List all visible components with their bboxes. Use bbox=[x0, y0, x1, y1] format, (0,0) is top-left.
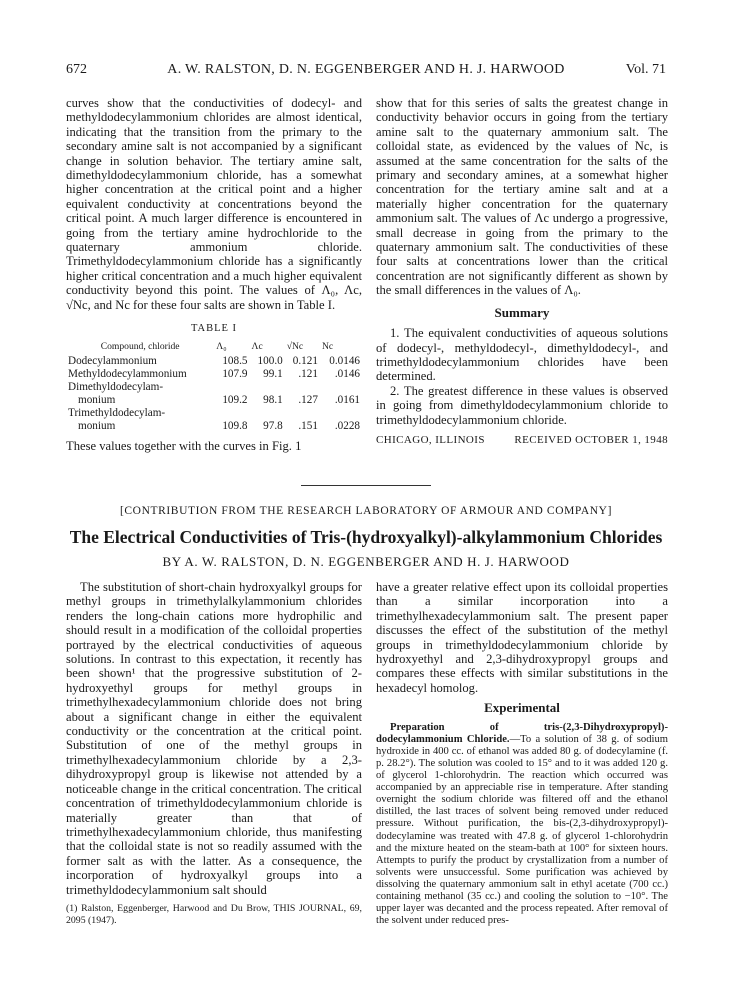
table-row bbox=[66, 368, 362, 381]
lambdac-value: 99.1 bbox=[263, 367, 283, 380]
signature-line bbox=[376, 433, 668, 447]
nc-value: 0.0146 bbox=[329, 354, 360, 367]
compound-name-cont: monium bbox=[78, 393, 116, 406]
sqrt-nc-value: .121 bbox=[298, 367, 318, 380]
summary-item-2: 2. The greatest difference in these values is observed in going from dimethyldodecylammonium chloride to trimethyldodecylammonium chloride. bbox=[376, 383, 668, 427]
lambda0-value: 107.9 bbox=[222, 367, 248, 380]
article-title: The Electrical Conductivities of Tris-(hydroxyalkyl)-alkylammonium Chlorides bbox=[69, 527, 663, 547]
table-row bbox=[66, 394, 362, 407]
table-row-name-line bbox=[66, 407, 362, 420]
compound-name: Methyldodecylammonium bbox=[68, 367, 187, 380]
summary-heading: Summary bbox=[494, 304, 550, 320]
lambdac-value: 98.1 bbox=[263, 393, 283, 406]
intro-continuation: have a greater relative effect upon its colloidal properties than a similar incorporation into a trimethylhexadecylammonium salt. The present paper discusses the effect of the substitution of the methyl groups in trimethyldodecylammonium chloride by hydroxyethyl and 2,3-dihydroxypropyl groups and compares these effects with similar substitutions in the hexadecyl homolog. bbox=[376, 580, 668, 695]
sqrt-nc-value: 0.121 bbox=[292, 354, 318, 367]
sqrt-nc-value: .127 bbox=[298, 393, 318, 406]
intro-paragraph: The substitution of short-chain hydroxyalkyl groups for methyl groups in trimethylalkylammonium chlorides renders the long-chain cations more hydrophilic and should result in a modification of the colloidal properties portrayed by the electrical conductivities of aqueous solutions. In contrast to this expectation, it recently has been shown¹ that the progressive substitution of 2-hydroxyethyl groups for methyl groups in trimethylhexadecylammonium chloride does not bring about a significant change in either the equivalent conductivity or the concentration at the critical point. Substitution of one of the methyl groups in trimethylhexadecylammonium chloride by a 2,3-dihydroxypropyl group is likewise not attended by a noticeable change in the critical concentration. The critical concentration of trimethyldodecylammonium chloride is materially greater than that of trimethylhexadecylammonium chloride, thus manifesting that the colloidal state is not so readily assumed with the former salt as with the latter. As a consequence, the incorporation of hydroxyalkyl groups into a trimethyldodecylammonium salt should bbox=[66, 580, 362, 897]
footnote: (1) Ralston, Eggenberger, Harwood and Du Brow, THIS JOURNAL, 69, 2095 (1947). bbox=[66, 902, 362, 926]
table-row bbox=[66, 420, 362, 433]
prev-left-paragraph: curves show that the conductivities of dodecyl- and methyldodecylammonium chlorides are almost identical, indicating that the transition from the primary to the secondary amine salt is not accompanied by a significant change in solution behavior. The tertiary amine salt, dimethyldodecylammonium chloride, has a somewhat higher concentration at the critical point and a higher equivalent conductivity at concentrations beyond the critical point. A much larger difference is encountered in going from the tertiary amine hydrochloride to the quaternary ammonium chloride. Trimethyldodecylammonium chloride has a significantly higher critical concentration and a much higher equivalent conductivity beyond this point. The values of Λ₀, Λc, √Nc, and Nc for these four salts are shown in Table I. bbox=[66, 96, 362, 312]
lambda0-value: 108.5 bbox=[222, 354, 248, 367]
header-volume: Vol. 71 bbox=[625, 62, 666, 77]
article-right-column bbox=[376, 580, 668, 927]
preparation-paragraph bbox=[376, 722, 668, 928]
compound-name: Dodecylammonium bbox=[68, 354, 157, 367]
preparation-text: —To a solution of 38 g. of sodium hydroxide in 400 cc. of ethanol was added 80 g. of dodecylamine (f. p. 28.2°). The solution was cooled to 15° and to it was added 120 g. of glycerol 1-chlorohydrin. The reaction which occurred was accompanied by an appreciable rise in temperature. After standing overnight the sodium chloride was filtered off and the ethanol distilled, the last traces of solvent being removed under reduced pressure. Without purification, the bis-(2,3-dihydroxypropyl)-dodecylamine was treated with 47.8 g. of glycerol 1-chlorohydrin and the mixture heated on the steam-bath at 100° for sixteen hours. Attempts to purify the product by crystallization from a number of solvents were unsuccessful. Some purification was achieved by dissolving the quaternary ammonium salt in ethyl acetate (700 cc.) containing methanol (35 cc.) and cooling the solution to −10°. The upper layer was decanted and the process repeated. After removal of the solvent under reduced pres- bbox=[376, 733, 668, 927]
table-header-lambdac: Λc bbox=[251, 340, 263, 352]
prev-right-paragraph: show that for this series of salts the greatest change in conductivity behavior occurs in going from the tertiary amine salt to the quaternary ammonium salt. The colloidal state, as evidenced by the values of Nc, is assumed at the same concentration for the salts of the primary and secondary amines, at a somewhat higher concentration for the tertiary amine salt and at a materially higher concentration for the quaternary ammonium salt. The values of Λc undergo a progressive, small decrease in going from the primary to the quaternary ammonium salt. The conductivities of these four salts at concentrations lower than the critical concentration are not significantly different as shown by the small differences in the values of Λ₀. bbox=[376, 96, 668, 298]
table-header-lambda0: Λ₀ bbox=[216, 340, 227, 352]
table-header-row bbox=[66, 340, 362, 355]
summary-item-1: 1. The equivalent conductivities of aqueous solutions of dodecyl-, methyldodecyl-, dimethyldodecyl-, and trimethyldodecylammonium chlorides have been determined. bbox=[376, 326, 668, 384]
header-authors: A. W. RALSTON, D. N. EGGENBERGER AND H. J. HARWOOD bbox=[167, 62, 565, 77]
received-date: RECEIVED OCTOBER 1, 1948 bbox=[514, 433, 668, 446]
article-left-column bbox=[66, 580, 362, 926]
lambdac-value: 97.8 bbox=[263, 419, 283, 432]
nc-value: .0161 bbox=[334, 393, 360, 406]
table-header-nc: Nc bbox=[321, 340, 334, 352]
location: CHICAGO, ILLINOIS bbox=[376, 433, 485, 446]
contribution-line: [CONTRIBUTION FROM THE RESEARCH LABORATORY OF ARMOUR AND COMPANY] bbox=[119, 505, 613, 517]
table-header-compound: Compound, chloride bbox=[100, 340, 180, 352]
lambda0-value: 109.8 bbox=[222, 419, 248, 432]
nc-value: .0228 bbox=[334, 419, 360, 432]
nc-value: .0146 bbox=[334, 367, 360, 380]
table-title: TABLE I bbox=[190, 323, 238, 335]
table-row bbox=[66, 355, 362, 368]
sqrt-nc-value: .151 bbox=[298, 419, 318, 432]
after-table-text: These values together with the curves in Fig. 1 bbox=[66, 438, 302, 453]
preparation-heading: Preparation of tris-(2,3-Dihydroxypropyl)-dodecylammonium Chloride. bbox=[376, 721, 668, 745]
prev-article-left-column bbox=[66, 96, 362, 453]
conductivity-table bbox=[66, 340, 362, 433]
page-number: 672 bbox=[66, 62, 87, 77]
experimental-heading: Experimental bbox=[484, 700, 560, 716]
section-divider bbox=[301, 485, 431, 486]
table-row-name-line bbox=[66, 381, 362, 394]
compound-name: Dimethyldodecylam- bbox=[68, 380, 164, 393]
table-header-sqrt-nc: √Nc bbox=[286, 340, 304, 352]
lambda0-value: 109.2 bbox=[222, 393, 248, 406]
prev-article-right-column bbox=[376, 96, 668, 447]
compound-name: Trimethyldodecylam- bbox=[68, 406, 166, 419]
lambdac-value: 100.0 bbox=[257, 354, 283, 367]
compound-name-cont: monium bbox=[78, 419, 116, 432]
article-byline: BY A. W. RALSTON, D. N. EGGENBERGER AND H. J. HARWOOD bbox=[162, 554, 570, 569]
